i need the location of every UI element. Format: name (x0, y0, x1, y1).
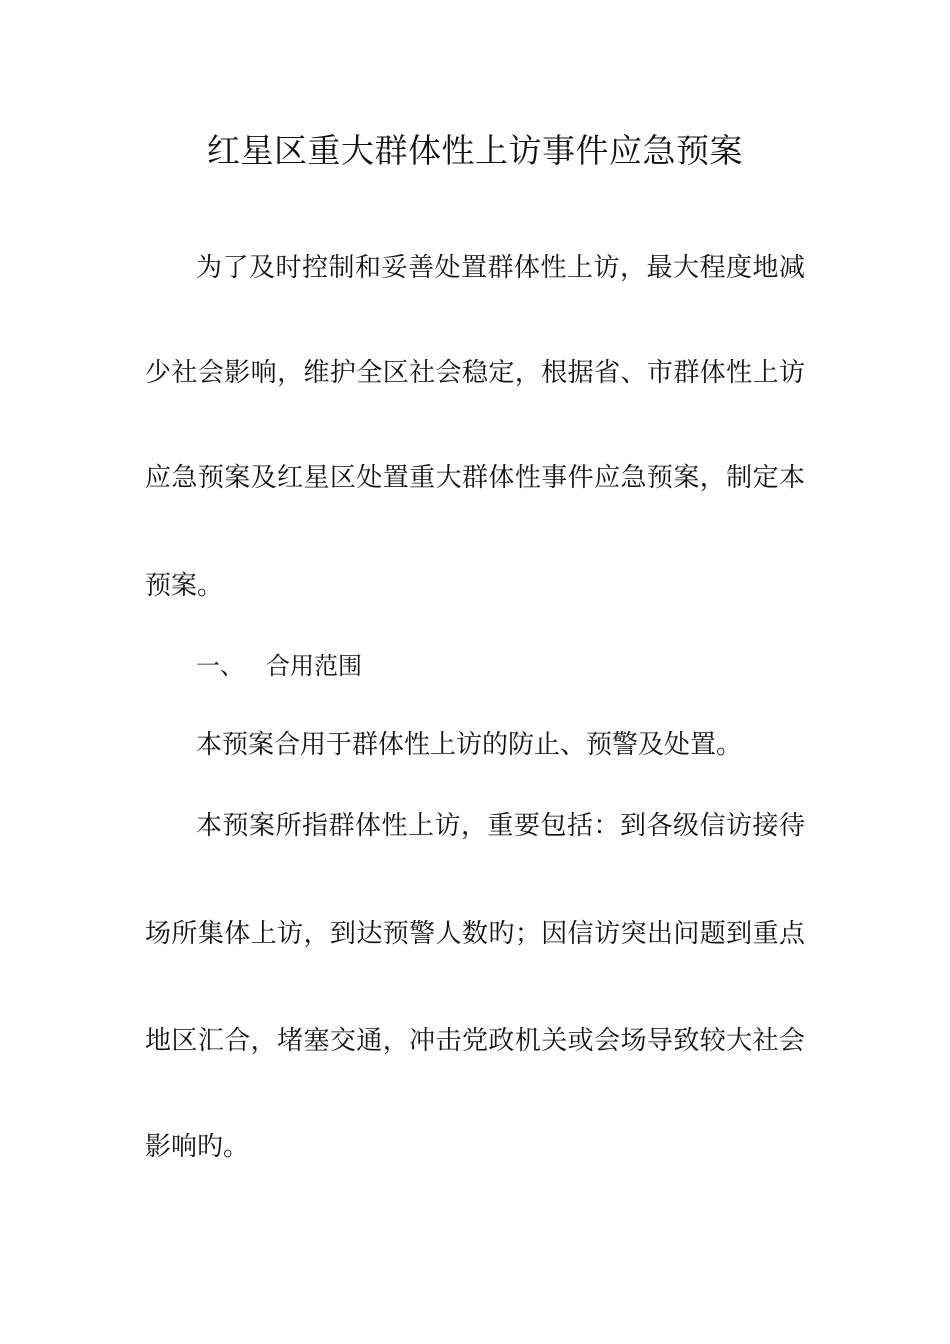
section-heading (196, 646, 362, 686)
section-heading-text: 合用范围 (266, 652, 362, 680)
section-number: 一、 (196, 652, 244, 680)
intro-line-4: 预案。 (145, 571, 224, 601)
scope-detail-line-2: 场所集体上访，到达预警人数旳；因信访突出问题到重点 (145, 919, 805, 949)
scope-detail-line-1: 本预案所指群体性上访，重要包括：到各级信访接待 (196, 811, 805, 841)
scope-paragraph: 本预案合用于群体性上访的防止、预警及处置。 (196, 730, 743, 760)
intro-line-2: 少社会影响，维护全区社会稳定，根据省、市群体性上访 (145, 358, 805, 388)
intro-line-1: 为了及时控制和妥善处置群体性上访，最大程度地减 (196, 253, 805, 283)
document-title: 红星区重大群体性上访事件应急预案 (207, 131, 743, 170)
scope-detail-line-3: 地区汇合，堵塞交通，冲击党政机关或会场导致较大社会 (145, 1026, 805, 1056)
intro-line-3: 应急预案及红星区处置重大群体性事件应急预案，制定本 (145, 463, 805, 493)
scope-detail-line-4: 影响旳。 (145, 1132, 250, 1162)
